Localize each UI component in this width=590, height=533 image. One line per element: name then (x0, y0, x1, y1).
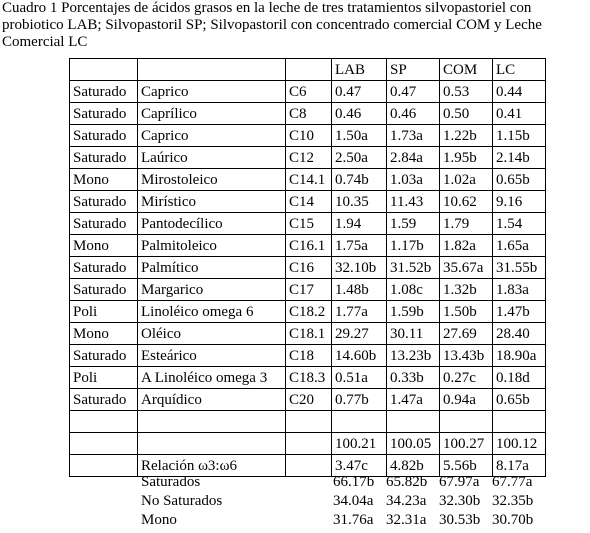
table-cell: 1.50b (440, 301, 493, 323)
table-cell: Mono (70, 235, 138, 257)
table-cell: 1.75a (332, 235, 387, 257)
table-cell: 1.59b (387, 301, 440, 323)
table-cell: 100.21 (332, 433, 387, 455)
table-row (70, 323, 546, 345)
summary-value: 65.82b (386, 473, 428, 490)
table-cell: 0.50 (440, 103, 493, 125)
table-cell: Saturado (70, 213, 138, 235)
table-row (70, 81, 546, 103)
table-cell: 1.59 (387, 213, 440, 235)
summary-row (138, 510, 542, 529)
table-cell: 10.62 (440, 191, 493, 213)
summary-value: 67.77a (492, 473, 533, 490)
table-cell: C20 (286, 389, 332, 411)
table-cell: Linoléico omega 6 (138, 301, 286, 323)
table-cell: 31.55b (493, 257, 546, 279)
table-cell: 32.10b (332, 257, 387, 279)
table-cell: Poli (70, 301, 138, 323)
header-cell: LAB (332, 59, 387, 81)
table-row (70, 103, 546, 125)
table-cell: 1.83a (493, 279, 546, 301)
table-cell: Relación ω3:ω6 (138, 455, 286, 477)
table-cell: C8 (286, 103, 332, 125)
table-cell (70, 455, 138, 477)
table-cell (138, 433, 286, 455)
table-cell: 27.69 (440, 323, 493, 345)
table-cell (387, 411, 440, 433)
table-cell: 0.44 (493, 81, 546, 103)
table-cell: 0.53 (440, 81, 493, 103)
summary-value: 32.31a (386, 511, 427, 528)
table-cell: 9.16 (493, 191, 546, 213)
table-row (70, 433, 546, 455)
table-cell: 14.60b (332, 345, 387, 367)
table-cell: C18 (286, 345, 332, 367)
table-row (70, 257, 546, 279)
table-cell: Laúrico (138, 147, 286, 169)
table-cell: 13.43b (440, 345, 493, 367)
table-cell: Caprico (138, 125, 286, 147)
summary-label: Saturados (141, 473, 201, 490)
table-cell: 1.48b (332, 279, 387, 301)
fatty-acids-table (69, 58, 546, 477)
table-cell: 30.11 (387, 323, 440, 345)
table-cell: 5.56b (440, 455, 493, 477)
table-cell: 18.90a (493, 345, 546, 367)
table-cell: 31.52b (387, 257, 440, 279)
table-cell: 1.82a (440, 235, 493, 257)
table-cell: 13.23b (387, 345, 440, 367)
table-row (70, 301, 546, 323)
header-cell (70, 59, 138, 81)
summary-value: 32.30b (439, 492, 481, 509)
table-cell: C16.1 (286, 235, 332, 257)
table-cell: Arquídico (138, 389, 286, 411)
table-cell: 1.03a (387, 169, 440, 191)
table-cell: 0.94a (440, 389, 493, 411)
table-row (70, 191, 546, 213)
table-cell (70, 433, 138, 455)
table-cell: 4.82b (387, 455, 440, 477)
table-row (70, 125, 546, 147)
table-cell (493, 411, 546, 433)
table-cell: 1.77a (332, 301, 387, 323)
table-cell: Saturado (70, 147, 138, 169)
summary-row (138, 472, 542, 491)
table-cell: Saturado (70, 279, 138, 301)
table-row (70, 235, 546, 257)
table-cell: Poli (70, 367, 138, 389)
table-cell: C16 (286, 257, 332, 279)
table-cell: 0.47 (332, 81, 387, 103)
table-cell: 1.47a (387, 389, 440, 411)
table-cell: 0.46 (332, 103, 387, 125)
table-cell: C6 (286, 81, 332, 103)
table-row (70, 411, 546, 433)
table-cell: Saturado (70, 345, 138, 367)
table-cell: 3.47c (332, 455, 387, 477)
table-cell: 2.84a (387, 147, 440, 169)
table-cell: 0.27c (440, 367, 493, 389)
table-row (70, 213, 546, 235)
table-cell: 2.50a (332, 147, 387, 169)
table-cell: Mono (70, 169, 138, 191)
table-cell: 0.77b (332, 389, 387, 411)
table-cell: C18.2 (286, 301, 332, 323)
table-cell: Margarico (138, 279, 286, 301)
table-cell: 0.47 (387, 81, 440, 103)
table-cell (286, 411, 332, 433)
table-cell: C14.1 (286, 169, 332, 191)
table-cell: C12 (286, 147, 332, 169)
table-cell: 100.05 (387, 433, 440, 455)
table-cell: C14 (286, 191, 332, 213)
table-cell: Saturado (70, 125, 138, 147)
header-cell (138, 59, 286, 81)
table-cell: 0.65b (493, 169, 546, 191)
table-cell (138, 411, 286, 433)
table-cell: 0.51a (332, 367, 387, 389)
summary-value: 31.76a (333, 511, 374, 528)
table-cell: 1.22b (440, 125, 493, 147)
table-cell: C18.3 (286, 367, 332, 389)
header-cell: LC (493, 59, 546, 81)
table-cell: 35.67a (440, 257, 493, 279)
table-cell: Mirostoleico (138, 169, 286, 191)
table-cell: 1.32b (440, 279, 493, 301)
table-cell: 1.79 (440, 213, 493, 235)
table-cell: 11.43 (387, 191, 440, 213)
table-row (70, 147, 546, 169)
summary-value: 66.17b (333, 473, 375, 490)
table-cell: 1.02a (440, 169, 493, 191)
table-cell: 28.40 (493, 323, 546, 345)
summary-table (138, 472, 542, 529)
table-cell: 0.41 (493, 103, 546, 125)
table-cell: Caprílico (138, 103, 286, 125)
table-cell: Saturado (70, 103, 138, 125)
table-caption: Cuadro 1 Porcentajes de ácidos grasos en la leche de tres tratamientos silvopastoriel con probiotico LAB; Silvopastoril SP; Silvopastoril con concentrado comercial COM y Leche Comercial LC (2, 0, 542, 50)
table-cell: 100.27 (440, 433, 493, 455)
table-cell: C15 (286, 213, 332, 235)
table-cell: 0.65b (493, 389, 546, 411)
table-row (70, 389, 546, 411)
table-cell: 1.73a (387, 125, 440, 147)
table-cell: 100.12 (493, 433, 546, 455)
table-cell (440, 411, 493, 433)
table-cell: Saturado (70, 81, 138, 103)
table-cell: A Linoléico omega 3 (138, 367, 286, 389)
table-row (70, 279, 546, 301)
summary-value: 30.70b (492, 511, 534, 528)
header-cell: SP (387, 59, 440, 81)
table-cell: Pantodecílico (138, 213, 286, 235)
table-cell: 1.47b (493, 301, 546, 323)
table-cell: C10 (286, 125, 332, 147)
table-cell: 8.17a (493, 455, 546, 477)
table-cell: 0.18d (493, 367, 546, 389)
header-cell: COM (440, 59, 493, 81)
table-cell: 1.65a (493, 235, 546, 257)
table-cell: Caprico (138, 81, 286, 103)
table-row (70, 169, 546, 191)
table-cell: 0.33b (387, 367, 440, 389)
table-cell: Palmitoleico (138, 235, 286, 257)
table-cell: C17 (286, 279, 332, 301)
table-cell: 1.95b (440, 147, 493, 169)
summary-value: 30.53b (439, 511, 481, 528)
table-cell: 10.35 (332, 191, 387, 213)
table-cell: 29.27 (332, 323, 387, 345)
table-cell: 1.50a (332, 125, 387, 147)
table-row (70, 345, 546, 367)
table-cell: 0.74b (332, 169, 387, 191)
table-cell: 1.17b (387, 235, 440, 257)
table-cell (70, 411, 138, 433)
table-cell: Saturado (70, 257, 138, 279)
table-cell (286, 433, 332, 455)
table-cell: Oléico (138, 323, 286, 345)
summary-value: 34.23a (386, 492, 427, 509)
table-cell: Palmítico (138, 257, 286, 279)
table-cell: 1.08c (387, 279, 440, 301)
table-cell: 2.14b (493, 147, 546, 169)
table-cell: 1.94 (332, 213, 387, 235)
summary-label: Mono (141, 511, 177, 528)
table-cell: Mono (70, 323, 138, 345)
table-cell: 0.46 (387, 103, 440, 125)
summary-value: 67.97a (439, 473, 480, 490)
table-cell: C18.1 (286, 323, 332, 345)
table-header-row (70, 59, 546, 81)
table-cell: Saturado (70, 389, 138, 411)
summary-label: No Saturados (141, 492, 223, 509)
table-cell (332, 411, 387, 433)
table-cell: 1.15b (493, 125, 546, 147)
summary-row (138, 491, 542, 510)
table-cell: Saturado (70, 191, 138, 213)
header-cell (286, 59, 332, 81)
table-cell: Mirístico (138, 191, 286, 213)
summary-value: 32.35b (492, 492, 534, 509)
summary-value: 34.04a (333, 492, 374, 509)
table-row (70, 367, 546, 389)
table-cell: 1.54 (493, 213, 546, 235)
table-cell: Esteárico (138, 345, 286, 367)
